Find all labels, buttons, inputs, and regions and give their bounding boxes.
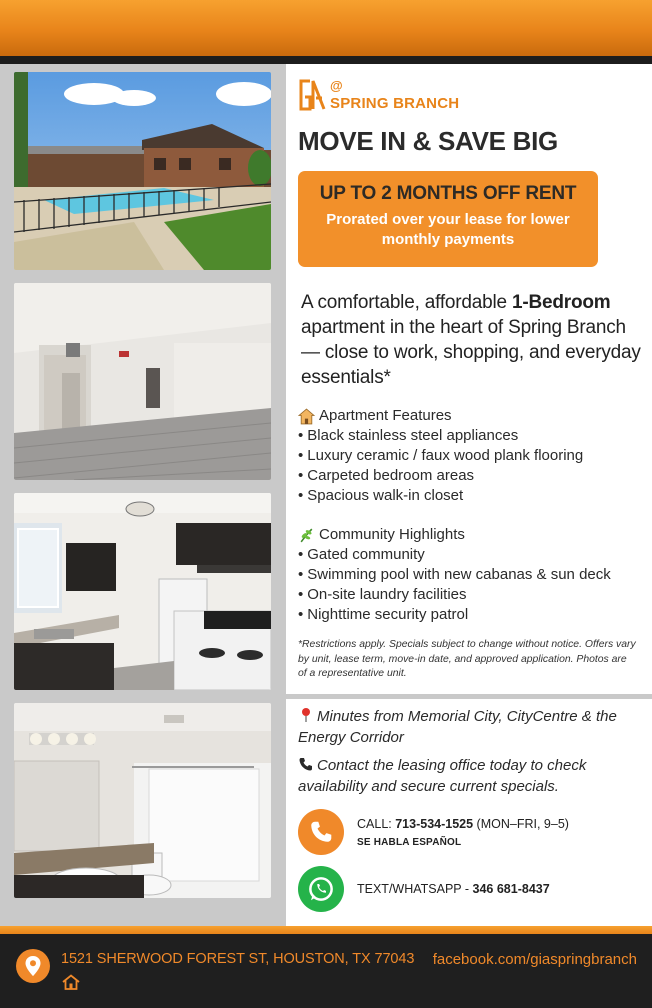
telephone-icon bbox=[298, 756, 314, 772]
call-hours: (MON–FRI, 9–5) bbox=[473, 816, 569, 831]
footer bbox=[0, 934, 652, 1008]
features-list bbox=[298, 426, 648, 506]
call-label: CALL: bbox=[357, 816, 396, 831]
footer-address: 1521 SHERWOOD FOREST ST, HOUSTON, TX 77043 bbox=[61, 951, 415, 967]
intro-paragraph bbox=[301, 290, 646, 390]
call-line bbox=[357, 817, 569, 831]
promo-title: UP TO 2 MONTHS OFF RENT bbox=[319, 183, 577, 204]
list-item: • Nighttime security patrol bbox=[298, 605, 648, 625]
community-section bbox=[298, 525, 648, 625]
exterior-pool-photo bbox=[14, 72, 271, 270]
features-heading: Apartment Features bbox=[319, 407, 452, 424]
disclaimer: *Restrictions apply. Specials subject to change without notice. Offers vary by unit, lease term, move-in date, and approved application. Photos are of a representative unit. bbox=[298, 639, 636, 679]
list-item: • On-site laundry facilities bbox=[298, 585, 648, 605]
herb-icon bbox=[298, 527, 315, 544]
list-item: • Black stainless steel appliances bbox=[298, 426, 648, 446]
features-section bbox=[298, 406, 648, 506]
call-number[interactable]: 713-534-1525 bbox=[395, 816, 474, 831]
kitchen-photo bbox=[14, 493, 271, 690]
whatsapp-label: TEXT/WHATSAPP - bbox=[357, 882, 473, 896]
call-row[interactable] bbox=[298, 809, 569, 855]
intro-prefix: A comfortable, affordable bbox=[301, 292, 512, 313]
whatsapp-row[interactable] bbox=[298, 866, 550, 912]
promo-box bbox=[298, 171, 598, 267]
logo-name: SPRING BRANCH bbox=[330, 95, 460, 112]
intro-highlight: 1-Bedroom bbox=[511, 292, 611, 313]
spanish-note: SE HABLA ESPAÑOL bbox=[357, 836, 462, 848]
facebook-link[interactable]: facebook.com/giaspringbranch bbox=[432, 951, 637, 968]
community-heading: Community Highlights bbox=[319, 526, 465, 543]
list-item: • Spacious walk-in closet bbox=[298, 486, 648, 506]
list-item: • Luxury ceramic / faux wood plank flooring bbox=[298, 446, 648, 466]
location-text: Minutes from Memorial City, CityCentre & the Energy Corridor bbox=[298, 708, 617, 746]
contact-text: Contact the leasing office today to check availability and secure current specials. bbox=[298, 757, 587, 795]
top-rule bbox=[0, 56, 652, 64]
bottom-rule bbox=[0, 926, 652, 934]
location-note bbox=[298, 706, 643, 748]
community-list bbox=[298, 545, 648, 625]
phone-icon[interactable] bbox=[298, 809, 344, 855]
section-divider bbox=[286, 694, 652, 699]
headline: MOVE IN & SAVE BIG bbox=[298, 126, 558, 156]
contact-note bbox=[298, 755, 643, 797]
map-pin-icon bbox=[298, 707, 314, 723]
house-icon bbox=[298, 408, 315, 425]
promo-subtitle: Prorated over your lease for lower monthly payments bbox=[326, 211, 570, 248]
location-pin-icon bbox=[16, 949, 50, 983]
bathroom-photo bbox=[14, 703, 271, 898]
list-item: • Gated community bbox=[298, 545, 648, 565]
top-banner bbox=[0, 0, 652, 56]
gia-logo-icon bbox=[298, 78, 326, 112]
list-item: • Swimming pool with new cabanas & sun deck bbox=[298, 565, 648, 585]
home-icon bbox=[61, 974, 81, 990]
list-item: • Carpeted bedroom areas bbox=[298, 466, 648, 486]
logo-at-symbol: @ bbox=[330, 78, 343, 93]
whatsapp-line bbox=[357, 882, 550, 896]
living-room-photo bbox=[14, 283, 271, 480]
whatsapp-number[interactable]: 346 681-8437 bbox=[472, 882, 550, 896]
whatsapp-icon[interactable] bbox=[298, 866, 344, 912]
intro-suffix: apartment in the heart of Spring Branch — close to work, shopping, and everyday essentials* bbox=[301, 317, 641, 388]
